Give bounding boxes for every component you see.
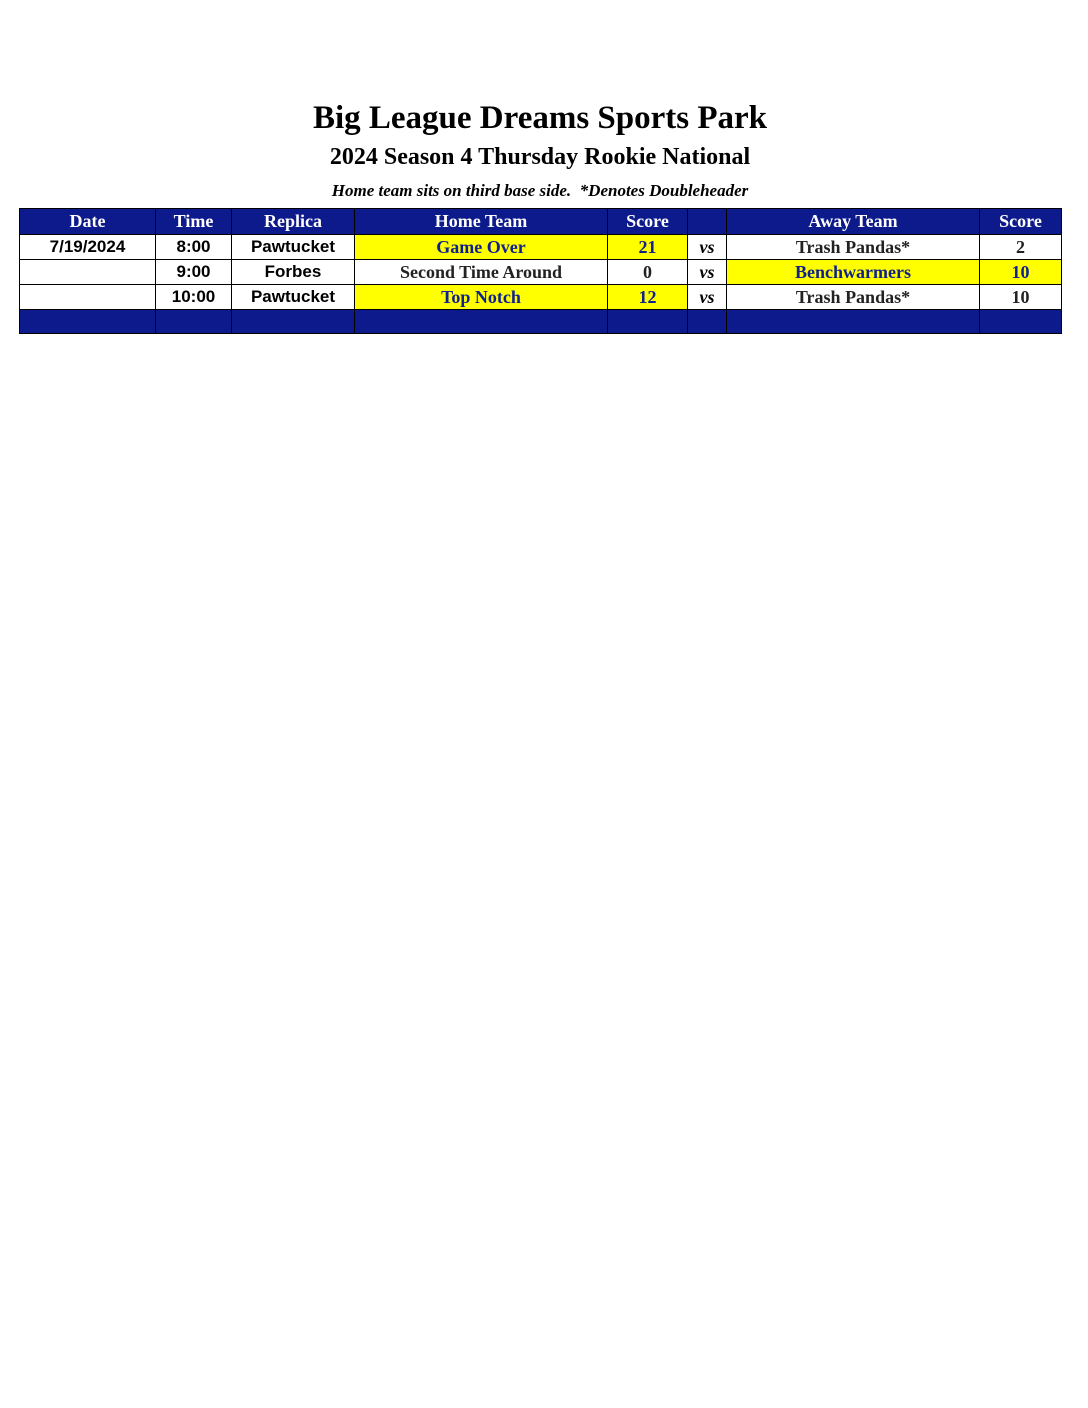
table-row: [20, 235, 1062, 260]
cell-home-score: 0: [608, 260, 688, 285]
column-header-home-score: Score: [608, 209, 688, 235]
footer-cell: [980, 310, 1062, 334]
footer-cell: [688, 310, 727, 334]
table-row: [20, 260, 1062, 285]
cell-home-score: 12: [608, 285, 688, 310]
cell-away-score: 10: [980, 260, 1062, 285]
cell-home-team: Second Time Around: [355, 260, 608, 285]
cell-away-team: Trash Pandas*: [727, 285, 980, 310]
schedule-note: Home team sits on third base side. *Denotes Doubleheader: [331, 181, 749, 200]
cell-home-score: 21: [608, 235, 688, 260]
cell-vs: vs: [688, 285, 727, 310]
page-subtitle: 2024 Season 4 Thursday Rookie National: [329, 144, 751, 170]
schedule-table: [19, 208, 1062, 334]
page-title: Big League Dreams Sports Park: [312, 100, 768, 136]
column-header-time: Time: [156, 209, 232, 235]
footer-cell: [20, 310, 156, 334]
cell-vs: vs: [688, 235, 727, 260]
footer-cell: [608, 310, 688, 334]
table-footer-row: [20, 310, 1062, 334]
footer-cell: [232, 310, 355, 334]
cell-away-team: Benchwarmers: [727, 260, 980, 285]
cell-replica: Forbes: [232, 260, 355, 285]
cell-time: 10:00: [156, 285, 232, 310]
column-header-away-score: Score: [980, 209, 1062, 235]
table-header-row: [20, 209, 1062, 235]
cell-home-team: Game Over: [355, 235, 608, 260]
column-header-date: Date: [20, 209, 156, 235]
cell-date: [20, 285, 156, 310]
cell-date: [20, 260, 156, 285]
column-header-home-team: Home Team: [355, 209, 608, 235]
footer-cell: [156, 310, 232, 334]
cell-time: 8:00: [156, 235, 232, 260]
column-header-replica: Replica: [232, 209, 355, 235]
cell-away-team: Trash Pandas*: [727, 235, 980, 260]
cell-date: 7/19/2024: [20, 235, 156, 260]
cell-time: 9:00: [156, 260, 232, 285]
table-row: [20, 285, 1062, 310]
cell-home-team: Top Notch: [355, 285, 608, 310]
footer-cell: [727, 310, 980, 334]
cell-replica: Pawtucket: [232, 235, 355, 260]
column-header-vs: [688, 209, 727, 235]
cell-vs: vs: [688, 260, 727, 285]
cell-away-score: 10: [980, 285, 1062, 310]
cell-replica: Pawtucket: [232, 285, 355, 310]
cell-away-score: 2: [980, 235, 1062, 260]
footer-cell: [355, 310, 608, 334]
column-header-away-team: Away Team: [727, 209, 980, 235]
